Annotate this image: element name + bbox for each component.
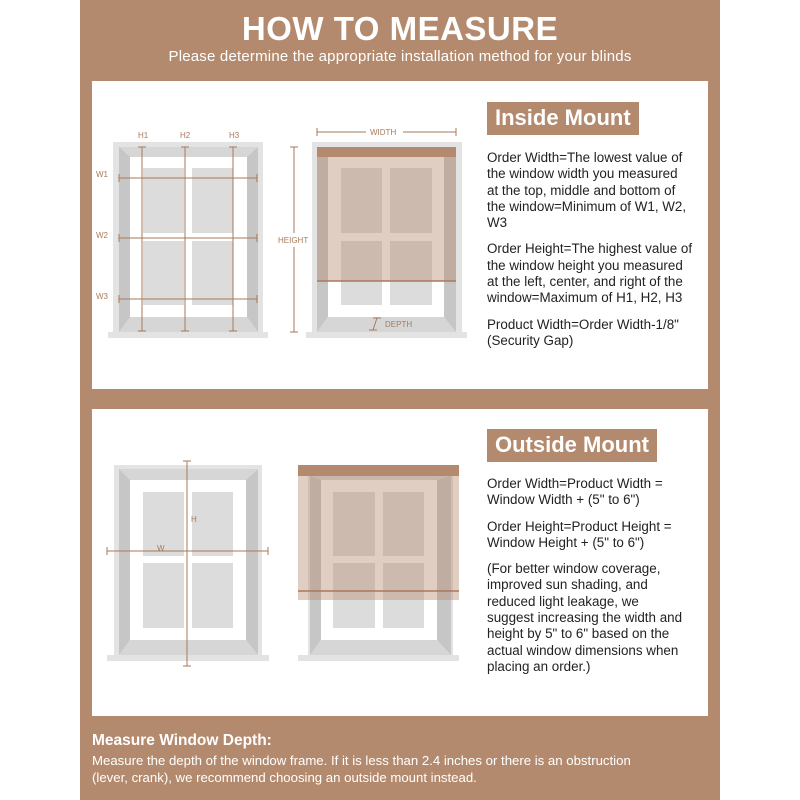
label-height: HEIGHT <box>278 236 309 245</box>
window-illustration-outside-blind <box>298 465 459 661</box>
label-w: W <box>157 544 165 553</box>
outside-suggestion: (For better window coverage, improved sun shading, and reduced light leakage, we suggest increasing the width and height by 5" to 6" based on the actual window dimensions when placing an order.) <box>487 561 683 674</box>
outside-mount-panel <box>92 409 708 716</box>
label-h: H <box>191 515 197 524</box>
window-illustration-measured <box>107 465 269 661</box>
label-w3: W3 <box>96 292 108 301</box>
blind-headrail <box>298 465 459 476</box>
outside-mount-diagram <box>92 409 492 716</box>
label-w2: W2 <box>96 231 108 240</box>
inside-product-width: Product Width=Order Width-1/8" (Security Gap) <box>487 316 679 348</box>
outside-mount-heading: Outside Mount <box>487 429 657 462</box>
blind-headrail <box>317 147 456 157</box>
label-h2: H2 <box>180 131 191 140</box>
outside-order-width: Order Width=Product Width = Window Width + (5" to 6") <box>487 476 663 508</box>
outside-mount-text <box>487 476 705 685</box>
inside-mount-heading: Inside Mount <box>487 102 639 135</box>
page-title: HOW TO MEASURE <box>241 10 559 47</box>
window-illustration-measured <box>108 142 268 338</box>
label-h1: H1 <box>138 131 149 140</box>
window-illustration-inside-blind <box>306 142 467 338</box>
label-width: WIDTH <box>370 128 397 137</box>
outside-order-height: Order Height=Product Height = Window Height + (5" to 6") <box>487 518 672 550</box>
blind-fabric <box>298 476 459 600</box>
label-h3: H3 <box>229 131 240 140</box>
depth-section-title: Measure Window Depth: <box>92 732 272 749</box>
inside-mount-text <box>487 150 705 359</box>
inside-order-width: Order Width=The lowest value of the window width you measured at the top, middle and bottom of the window=Minimum of W1, W2, W3 <box>487 150 687 231</box>
inside-mount-diagram <box>92 81 492 389</box>
depth-section-text: Measure the depth of the window frame. If it is less than 2.4 inches or there is an obstruction (lever, crank), we recommend choosing an outside mount instead. <box>92 753 631 785</box>
page-subtitle: Please determine the appropriate installation method for your blinds <box>168 48 632 65</box>
blind-fabric <box>317 157 456 281</box>
inside-mount-panel <box>92 81 708 389</box>
label-w1: W1 <box>96 170 108 179</box>
inside-order-height: Order Height=The highest value of the window height you measured at the left, center, and right of the window=Maximum of H1, H2, H3 <box>487 241 693 306</box>
label-depth: DEPTH <box>385 320 413 329</box>
